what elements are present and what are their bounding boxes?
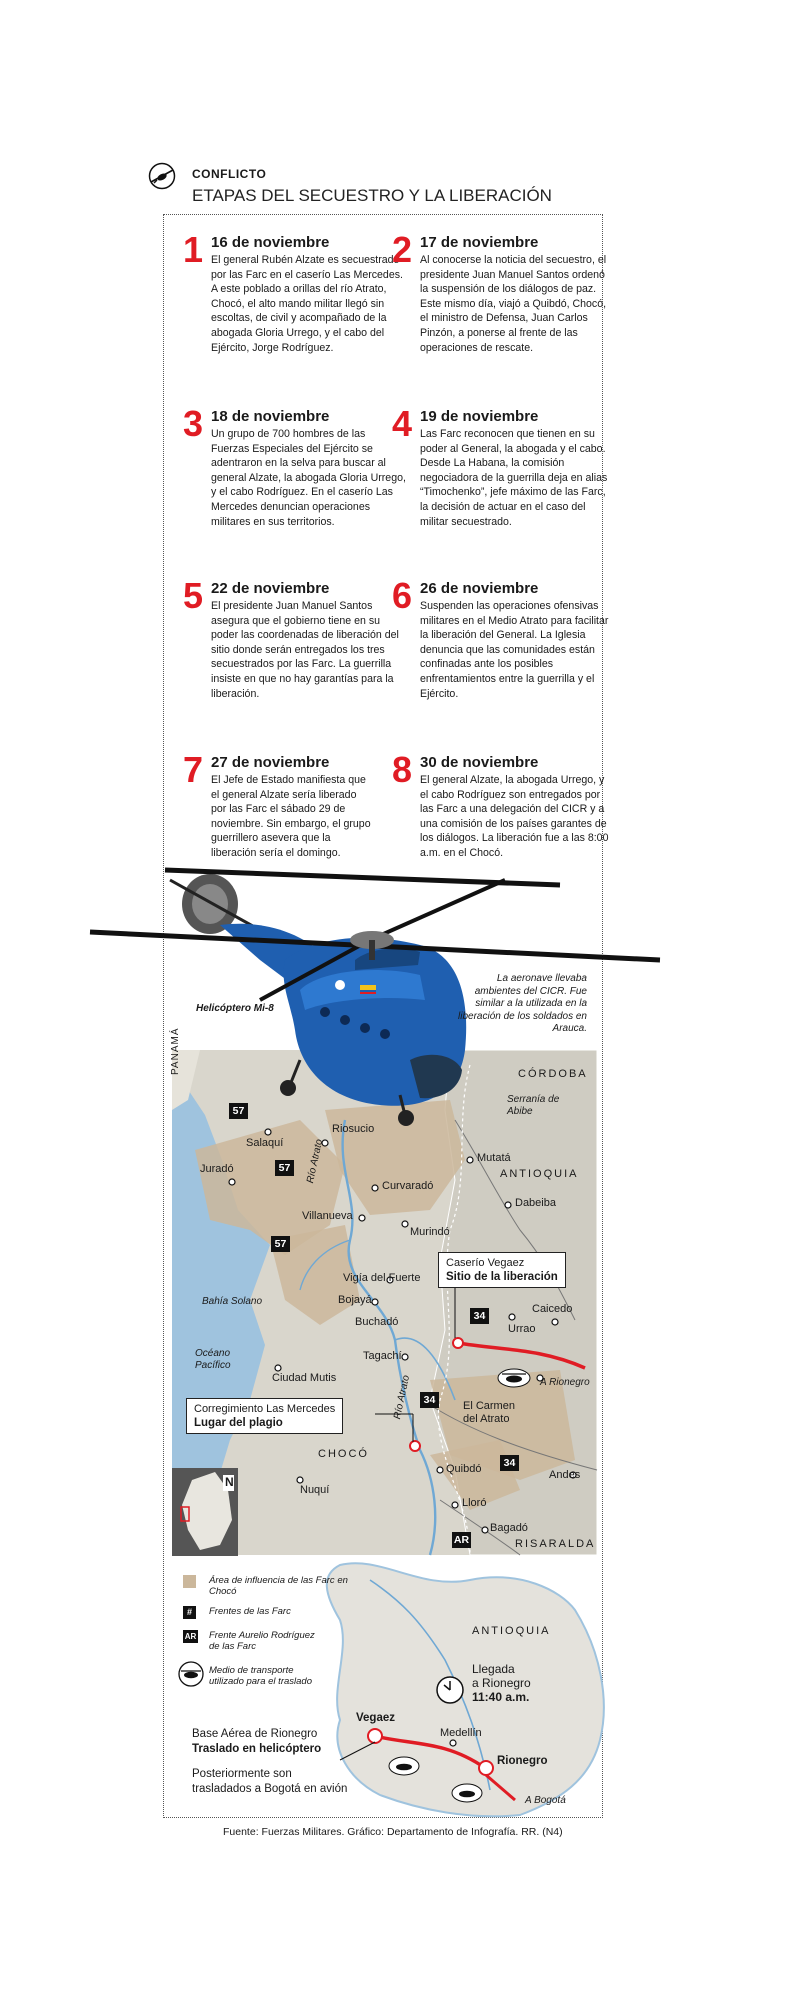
- step-number: 2: [392, 229, 413, 270]
- city-label: Mutatá: [477, 1152, 511, 1164]
- kidnap-place-callout: [186, 1398, 343, 1434]
- farc-front-badge: 34: [420, 1392, 439, 1408]
- oceano-label: Océano Pacífico: [195, 1348, 231, 1371]
- farc-front-badge: 57: [275, 1160, 294, 1176]
- step-text: El general Rubén Alzate es secuestrado por las Farc en el caserío Las Mercedes. A este poblado a orillas del río Atrato, Chocó, el alto mando militar llegó sin escoltas, de civil y acompañado de la abogada Gloria Urrego, y el cabo del Ejército, Jorge Rodríguez.: [211, 254, 403, 354]
- release-place-desc: Sitio de la liberación: [446, 1271, 558, 1283]
- place-medellin: Medellín: [440, 1727, 482, 1739]
- place-rionegro: Rionegro: [497, 1755, 548, 1767]
- step-number: 6: [392, 575, 413, 616]
- region-panama: PANAMÁ: [170, 1027, 181, 1075]
- step-text: Al conocerse la noticia del secuestro, el presidente Juan Manuel Santos ordenó la suspensión de los diálogos de paz. Este mismo día, viajó a Quibdó, Chocó, el ministro de Defensa, Juan Carlos Pinzón, a ponerse al frente de las operaciones de rescate.: [420, 254, 607, 354]
- step-text: El presidente Juan Manuel Santos asegura que el gobierno tiene en su poder las coordenadas de liberación del sitio donde serán entregados los tres secuestrados por las Farc. La guerrilla insiste en que no hay garantías para la liberación.: [211, 600, 399, 700]
- city-label: Caicedo: [532, 1303, 573, 1315]
- release-place-callout: [438, 1252, 566, 1288]
- city-label: Buchadó: [355, 1316, 399, 1328]
- step-date: 26 de noviembre: [420, 580, 539, 597]
- farc-front-badge: 34: [470, 1308, 489, 1324]
- step-date: 19 de noviembre: [420, 408, 539, 425]
- city-label: Lloró: [462, 1497, 487, 1509]
- place-vegaez: Vegaez: [356, 1712, 395, 1724]
- city-label: Juradó: [200, 1163, 234, 1175]
- step-number: 3: [183, 403, 204, 444]
- inset-region: ANTIOQUIA: [472, 1625, 551, 1637]
- region-choco: CHOCÓ: [318, 1448, 369, 1460]
- clock-icon: [437, 1677, 463, 1703]
- step-text: Las Farc reconocen que tienen en su poder al General, la abogada y el cabo. Desde La Habana, la comisión negociadora de la guerrilla deja en alias “Timochenko”, jefe máximo de las Farc, la decisión de actuar en el caso del militar secuestrado.: [420, 428, 608, 528]
- city-label: Dabeiba: [515, 1197, 556, 1209]
- kidnap-place-name: Corregimiento Las Mercedes: [194, 1403, 336, 1415]
- step-number: 8: [392, 749, 413, 790]
- compass-north: N: [225, 1475, 234, 1489]
- page-title: ETAPAS DEL SECUESTRO Y LA LIBERACIÓN: [192, 186, 552, 205]
- helicopter-note: La aeronave llevaba ambientes del CICR. Fue similar a la utilizada en la liberación de los soldados en Arauca.: [458, 973, 587, 1034]
- arrival-line1: Llegada: [472, 1662, 515, 1676]
- city-label: Villanueva: [302, 1210, 353, 1222]
- step-date: 17 de noviembre: [420, 234, 539, 251]
- city-label: Ciudad Mutis: [272, 1372, 337, 1384]
- farc-front-badge: 57: [229, 1103, 248, 1119]
- rionegro-arrow-label: A Rionegro: [540, 1377, 590, 1388]
- arrival-time: 11:40 a.m.: [472, 1690, 530, 1704]
- route-helicopter-icon: [498, 1369, 530, 1387]
- farc-area-swatch: [183, 1575, 196, 1588]
- base-line1: Base Aérea de Rionegro: [192, 1728, 318, 1740]
- front-ar-badge: AR: [184, 1632, 197, 1641]
- step-number: 5: [183, 575, 204, 616]
- step-date: 27 de noviembre: [211, 754, 330, 771]
- city-label: Murindó: [410, 1226, 450, 1238]
- city-label: Tagachí: [363, 1350, 402, 1362]
- section-kicker: CONFLICTO: [192, 167, 267, 181]
- bahia-solano-label: Bahía Solano: [202, 1296, 263, 1307]
- step-date: 18 de noviembre: [211, 408, 330, 425]
- step-number: 1: [183, 229, 204, 270]
- region-risaralda: RISARALDA: [515, 1538, 596, 1550]
- farc-front-badge: 57: [271, 1236, 290, 1252]
- step-text: Un grupo de 700 hombres de las Fuerzas Especiales del Ejército se adentraron en la selva para buscar al general Alzate, la abogada Gloria Urrego, y el cabo Rodríguez. En el caserío Las Mercedes denuncian operaciones militares en sus territorios.: [211, 428, 406, 528]
- city-label: Curvaradó: [382, 1180, 434, 1192]
- city-label: Quibdó: [446, 1463, 482, 1475]
- city-label: Vigía del Fuerte: [343, 1272, 421, 1284]
- step-date: 30 de noviembre: [420, 754, 539, 771]
- farc-front-badge: 34: [500, 1455, 519, 1471]
- step-date: 16 de noviembre: [211, 234, 330, 251]
- city-label: Salaquí: [246, 1137, 284, 1149]
- step-number: 7: [183, 749, 204, 790]
- step-date: 22 de noviembre: [211, 580, 330, 597]
- place-bogota: A Bogotá: [525, 1795, 566, 1806]
- release-place-name: Caserío Vegaez: [446, 1257, 525, 1269]
- arrival-line2: a Rionegro: [472, 1676, 531, 1690]
- source-credit: Fuente: Fuerzas Militares. Gráfico: Departamento de Infografía. RR. (N4): [223, 1826, 563, 1838]
- city-label: Andes: [549, 1469, 581, 1481]
- city-label: Urrao: [508, 1323, 536, 1335]
- city-label: El Carmen del Atrato: [463, 1400, 515, 1425]
- helicopter-icon: [178, 1661, 204, 1687]
- region-cordoba: CÓRDOBA: [518, 1068, 588, 1080]
- city-label: Nuquí: [300, 1484, 330, 1496]
- farc-front-badge: AR: [453, 1534, 470, 1546]
- kidnap-place-desc: Lugar del plagio: [194, 1417, 283, 1429]
- city-label: Bagadó: [490, 1522, 528, 1534]
- step-text: Suspenden las operaciones ofensivas militares en el Medio Atrato para facilitar la liberación del General. La Iglesia denuncia que las comunidades están confinadas ante los posibles enfrentamientos entre la guerrilla y el Ejército.: [420, 600, 609, 700]
- step-text: El general Alzate, la abogada Urrego, y el cabo Rodríguez son entregados por las Farc a una delegación del CICR y a una comisión de los países garantes de los diálogos. La liberación fue a las 8:00 a.m. en el Chocó.: [420, 774, 609, 859]
- step-number: 4: [392, 403, 413, 444]
- base-line2: Traslado en helicóptero: [192, 1743, 322, 1755]
- river-label: Río Atrato: [392, 1374, 413, 1421]
- city-label: Riosucio: [332, 1123, 375, 1135]
- step-text: El Jefe de Estado manifiesta que el general Alzate sería liberado por las Farc el sábado 29 de noviembre. Sin embargo, el grupo guerrillero asevera que la liberación sería el domingo.: [211, 774, 371, 859]
- river-label: Río Atrato: [305, 1138, 326, 1185]
- front-number-badge: #: [183, 1606, 196, 1619]
- later-line2: trasladados a Bogotá en avión: [192, 1783, 348, 1795]
- helicopter-name: Helicóptero Mi-8: [196, 1003, 274, 1014]
- city-label: Bojayá: [338, 1294, 372, 1306]
- serrania-label: Serranía de Abibe: [507, 1094, 560, 1117]
- later-line1: Posteriormente son: [192, 1768, 292, 1780]
- region-antioquia: ANTIOQUIA: [500, 1168, 579, 1180]
